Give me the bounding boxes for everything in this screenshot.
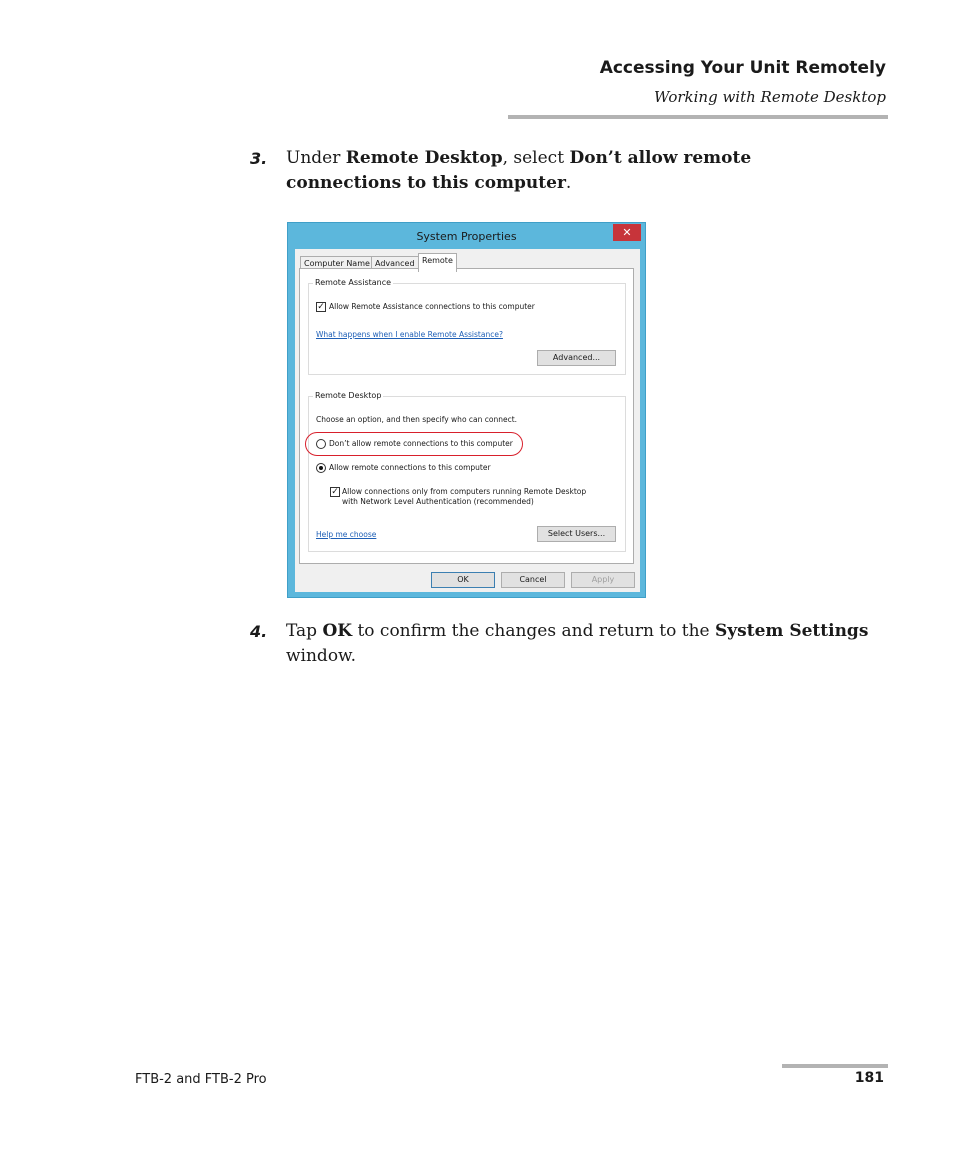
step-4 [250,619,870,669]
ok-button[interactable]: OK [431,572,495,588]
help-me-choose-link[interactable]: Help me choose [316,530,377,539]
step-text-part: Tap [286,621,323,641]
allow-label[interactable]: Allow remote connections to this computer [329,463,491,472]
apply-button[interactable]: Apply [571,572,635,588]
group-label: Remote Desktop [315,391,382,400]
allow-remote-assistance-checkbox[interactable]: ✓ [317,302,325,312]
step-text [286,619,870,669]
nla-label-line2[interactable]: with Network Level Authentication (recommended) [342,497,534,506]
step-text-part: . [565,173,572,193]
step-number: 4. [250,622,268,641]
step-text-bold: OK [322,621,353,641]
footer-product: FTB-2 and FTB-2 Pro [135,1072,267,1087]
advanced-button[interactable]: Advanced... [537,350,616,366]
step-text [286,146,870,196]
allow-remote-assistance-label[interactable]: Allow Remote Assistance connections to this computer [329,302,535,311]
step-text-bold: Don’t allow remote connections to this computer [286,148,752,193]
close-icon: ✕ [622,226,632,239]
dialog-body [295,249,640,592]
remote-tab-panel [299,268,634,564]
step-3 [250,146,870,196]
page-number: 181 [854,1070,884,1086]
step-text-bold: Remote Desktop [345,148,503,168]
header-rule [508,115,888,119]
tab-advanced[interactable]: Advanced [371,256,419,271]
system-properties-dialog [287,222,646,598]
cancel-button[interactable]: Cancel [501,572,565,588]
header-title: Accessing Your Unit Remotely [599,58,886,78]
tab-remote[interactable]: Remote [418,253,457,272]
select-users-button[interactable]: Select Users... [537,526,616,542]
dont-allow-label[interactable]: Don’t allow remote connections to this computer [329,439,513,448]
step-number: 3. [250,149,268,168]
step-text-bold: System Settings [715,621,869,641]
step-text-part: to confirm the changes and return to the [352,621,716,641]
allow-radio[interactable] [316,463,326,473]
close-button[interactable] [613,224,641,241]
step-text-part: Under [286,148,346,168]
nla-label-line1[interactable]: Allow connections only from computers running Remote Desktop [342,487,587,496]
step-text-part: window. [286,646,356,666]
remote-desktop-group [308,391,626,552]
dialog-title: System Properties [416,230,517,243]
tab-computer-name[interactable]: Computer Name [300,256,374,271]
group-label: Remote Assistance [315,278,392,287]
header-subtitle: Working with Remote Desktop [653,88,886,106]
step-text-part: , select [502,148,570,168]
footer-rule [782,1064,888,1068]
remote-assistance-help-link[interactable]: What happens when I enable Remote Assistance? [316,330,503,339]
remote-desktop-instruction: Choose an option, and then specify who can connect. [316,415,518,424]
dont-allow-radio[interactable] [316,439,326,449]
remote-assistance-group [308,278,626,375]
nla-checkbox[interactable]: ✓ [331,487,339,497]
